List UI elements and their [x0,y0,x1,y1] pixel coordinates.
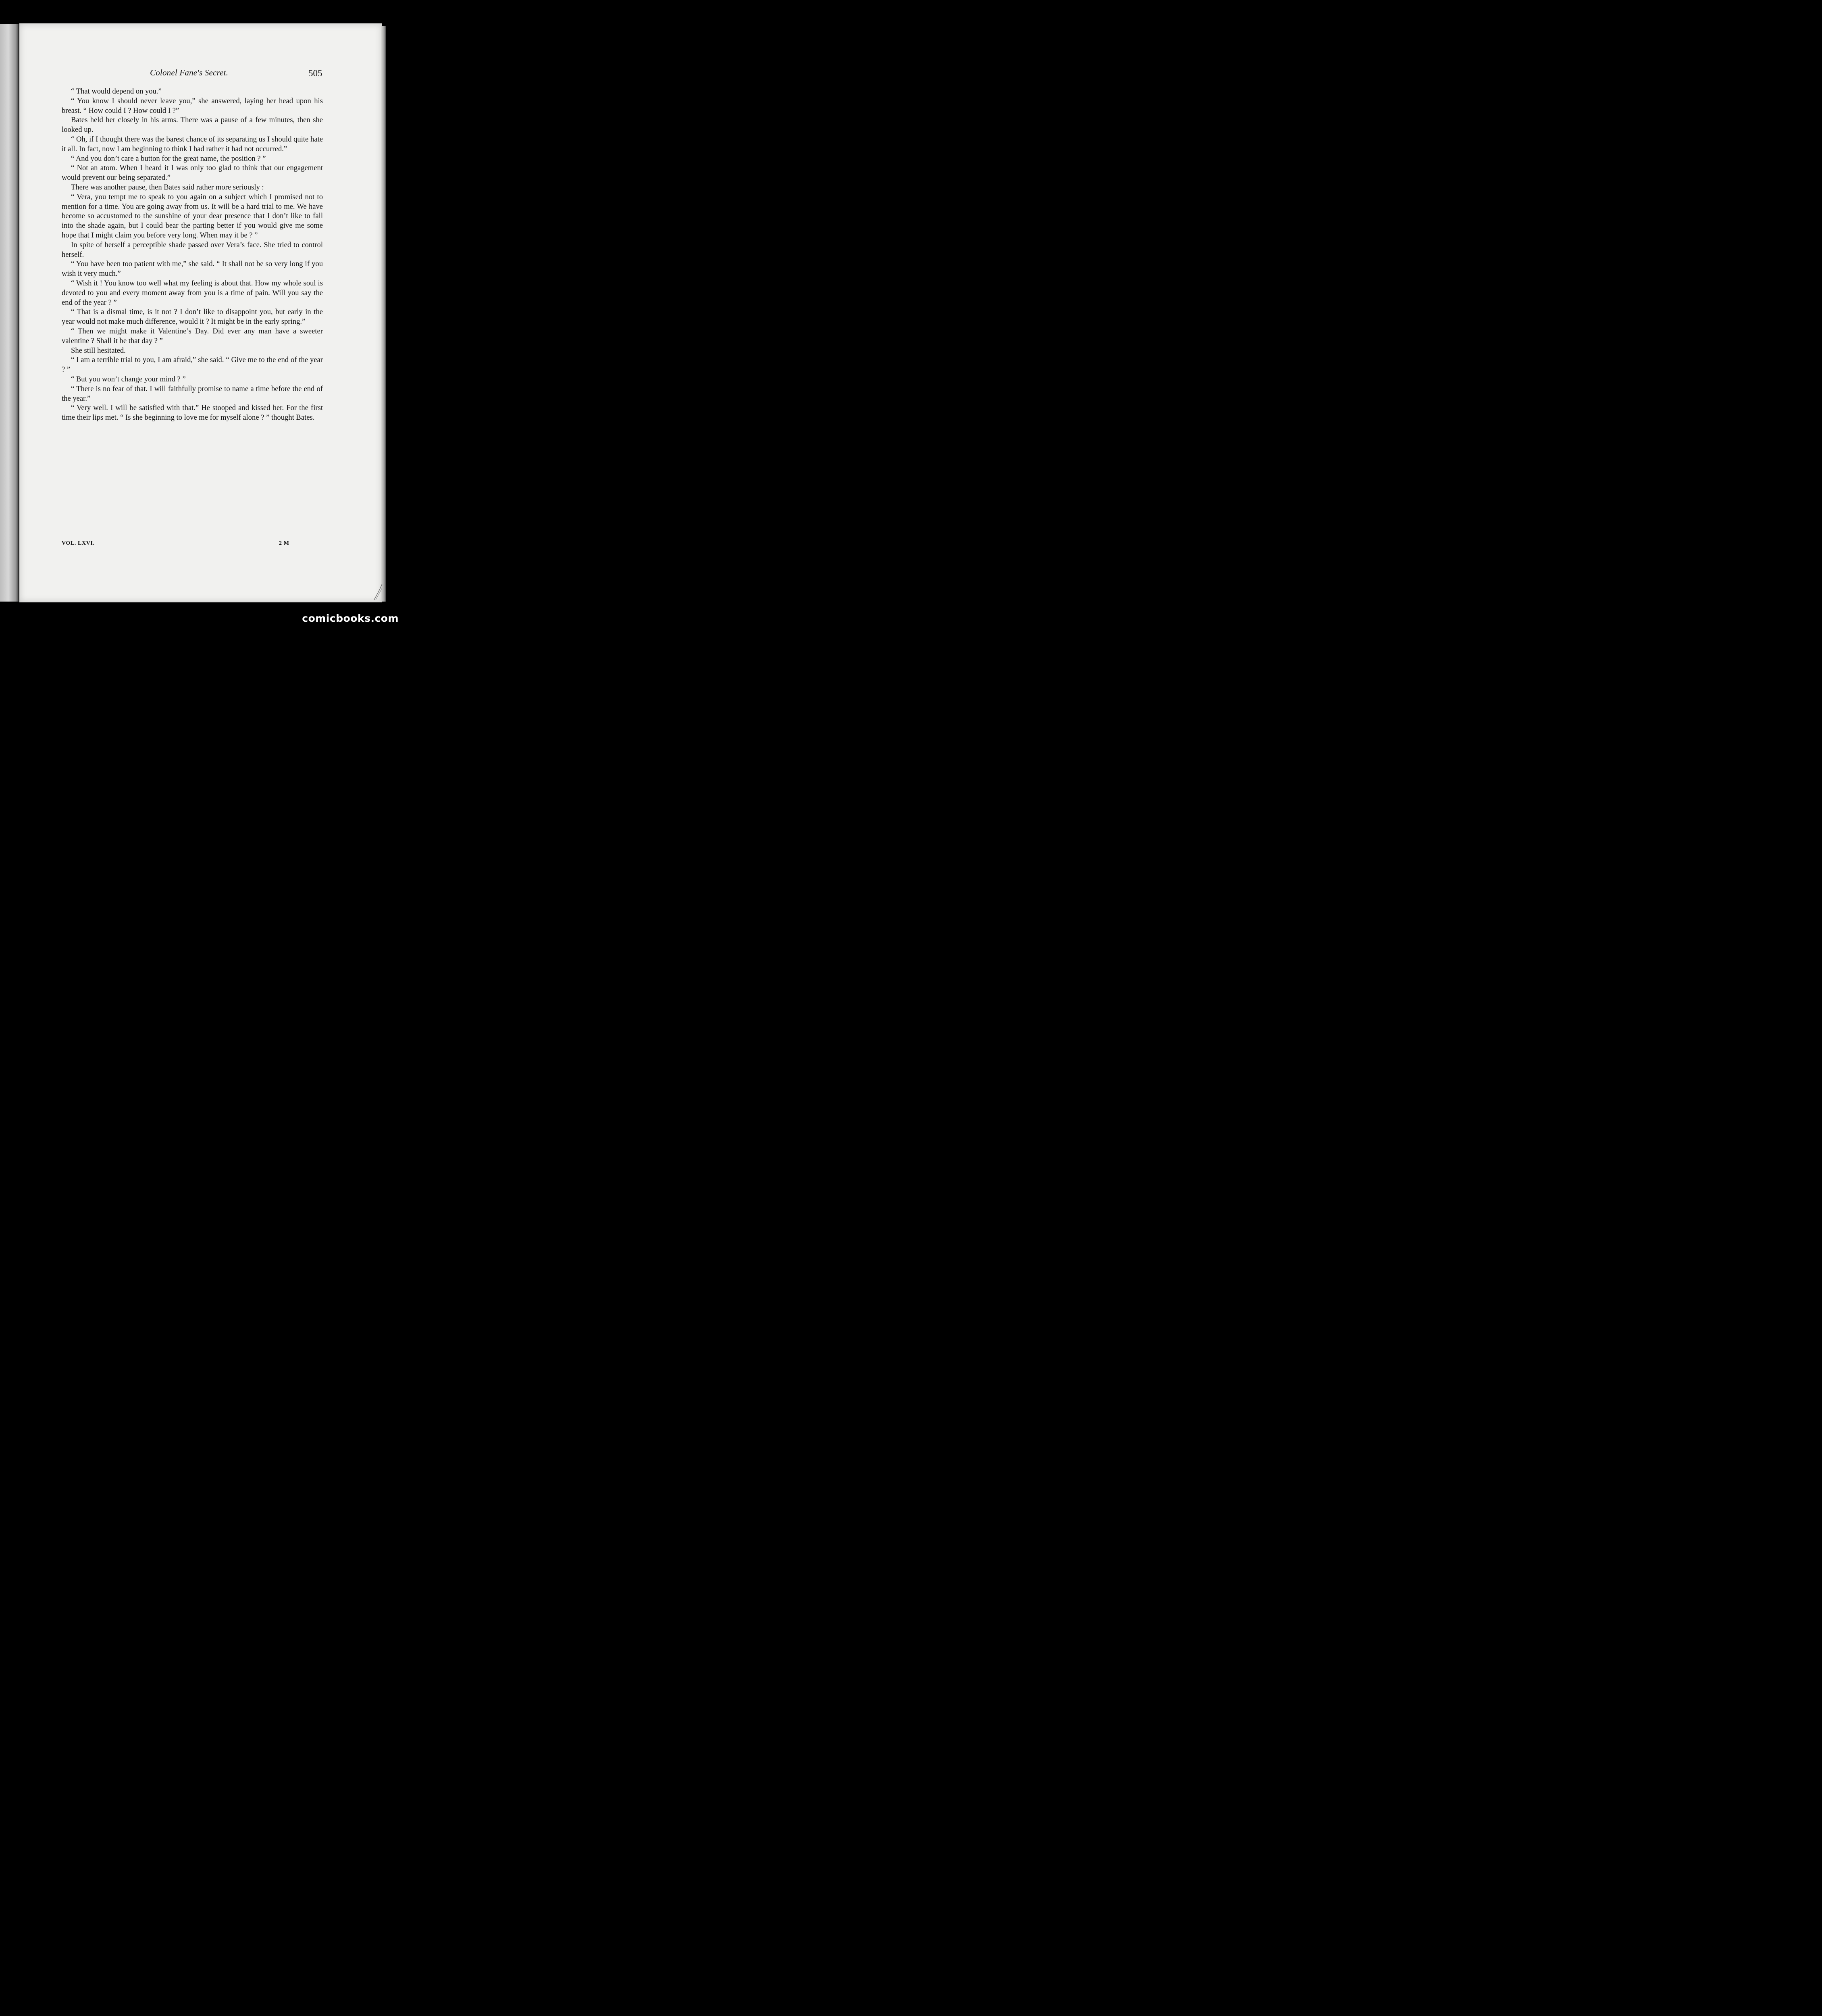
paragraph: “ But you won’t change your mind ? ” [71,375,186,383]
paragraph: “ Vera, you tempt me to speak to you again on a subject which I promised not to mention for a time. You are going away from us. It will be a hard trial to me. We have become so accustomed to the sunshine of your dear presence that I don’t like to fall into the shade again, but I could bear the parting better if you would give me some hope that I might claim you before very long. When may it be ? ” [62,192,323,240]
previous-page-edge [0,24,19,602]
watermark: comicbooks.com [302,612,399,624]
paragraph: “ You know I should never leave you,” she answered, laying her head upon his breast. “ How could I ? How could I ?” [62,96,323,115]
paragraph: Bates held her closely in his arms. There was a pause of a few minutes, then she looked up. [62,116,323,134]
paragraph: “ You have been too patient with me,” she said. “ It shall not be so very long if you wish it very much.” [62,260,323,278]
scan-canvas [0,0,408,632]
paragraph: “ Wish it ! You know too well what my feeling is about that. How my whole soul is devoted to you and every moment away from you is a time of pain. Will you say the end of the year ? ” [62,279,323,307]
paragraph: “ Very well. I will be satisfied with that.” He stooped and kissed her. For the first time their lips met. “ Is she beginning to love me for myself alone ? ” thought Bates. [62,404,323,422]
paragraph: She still hesitated. [71,346,126,355]
paragraph: “ Not an atom. When I heard it I was only too glad to think that our engagement would prevent our being separated.” [62,164,323,182]
paragraph: “ That would depend on you.” [71,87,162,96]
paragraph: “ I am a terrible trial to you, I am afraid,” she said. “ Give me to the end of the year ? ” [62,356,323,374]
paragraph: There was another pause, then Bates said rather more seriously : [71,183,264,192]
signature-mark: 2 M [279,540,289,546]
page-right-edge [381,26,386,602]
paragraph: “ Oh, if I thought there was the barest chance of its separating us I should quite hate it all. In fact, now I am beginning to think I had rather it had not occurred.” [62,135,323,153]
body-text [62,87,323,423]
paragraph: “ Then we might make it Valentine’s Day. Did ever any man have a sweeter valentine ? Shall it be that day ? ” [62,327,323,345]
paragraph: “ That is a dismal time, is it not ? I don’t like to disappoint you, but early in the year would not make much difference, would it ? It might be in the early spring.” [62,308,323,326]
volume-footer: VOL. LXVI. [62,540,95,546]
page-number: 505 [308,68,322,78]
paragraph: “ And you don’t care a button for the great name, the position ? ” [71,154,266,163]
running-head: Colonel Fane's Secret. [150,68,229,77]
page-curl-mark [373,583,383,601]
paragraph: In spite of herself a perceptible shade passed over Vera’s face. She tried to control herself. [62,240,323,259]
paragraph: “ There is no fear of that. I will faithfully promise to name a time before the end of the year.” [62,384,323,403]
